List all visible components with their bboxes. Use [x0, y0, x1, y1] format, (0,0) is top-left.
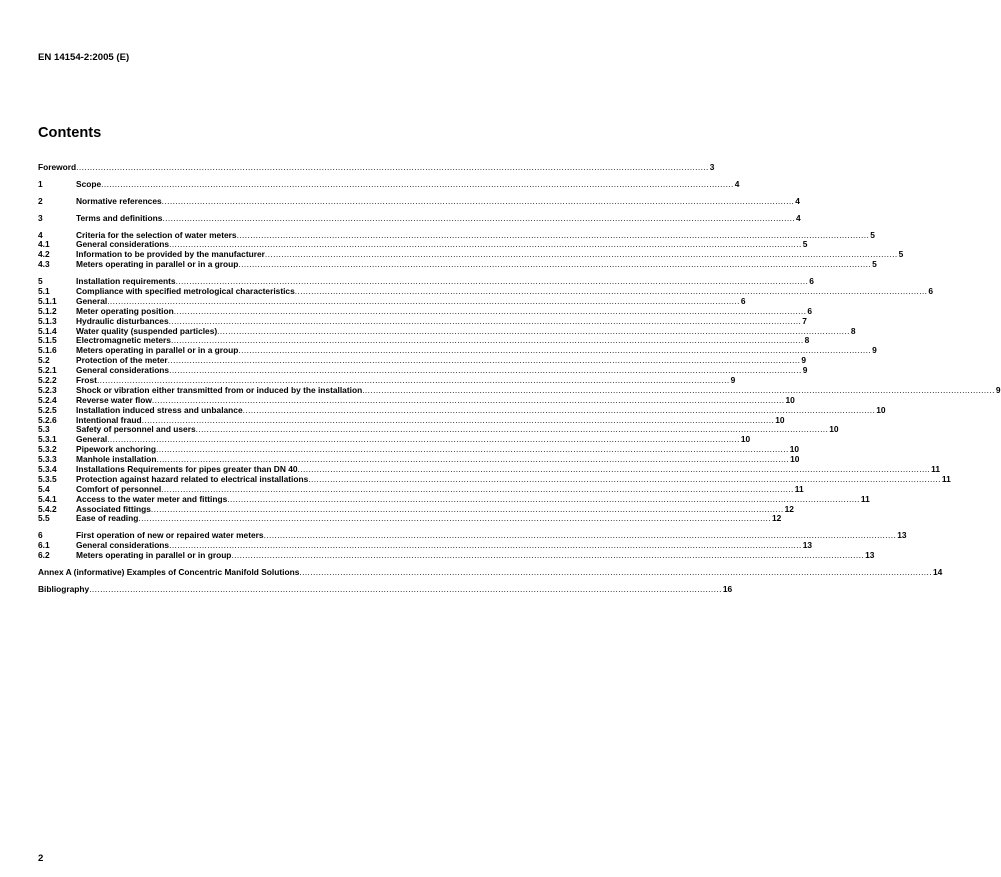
toc-entry-number: 4: [38, 229, 43, 240]
table-of-contents: [38, 161, 1001, 595]
toc-entry-number: 5.2.2: [38, 375, 57, 386]
toc-entry-page: 5: [898, 249, 904, 260]
toc-entry-title: Normative references: [76, 195, 162, 206]
toc-entry-title: Intentional fraud: [76, 414, 142, 425]
toc-entry-page: 12: [772, 513, 782, 524]
toc-entry-number: 6: [38, 530, 43, 541]
toc-entry-number: 5.3.4: [38, 464, 57, 475]
toc-entry-page: 13: [802, 540, 813, 551]
toc-entry-page: 13: [897, 530, 907, 541]
toc-entry-number: 5.1.2: [38, 305, 57, 316]
toc-dot-leader: [162, 197, 795, 207]
toc-entry-page: 10: [829, 424, 839, 435]
toc-entry-title: Water quality (suspended particles): [76, 325, 218, 336]
toc-entry-page: 6: [809, 276, 814, 287]
toc-entry-title: Electromagnetic meters: [76, 335, 171, 346]
toc-entry-title: Access to the water meter and fittings: [76, 493, 228, 504]
toc-entry-title: Information to be provided by the manufacturer: [76, 249, 265, 260]
toc-entry-number: 5.4.2: [38, 503, 57, 514]
toc-entry-title: General considerations: [76, 239, 170, 250]
toc-entry-page: 5: [870, 229, 875, 240]
toc-entry-page: 8: [804, 335, 810, 346]
toc-entry-number: 5.3: [38, 424, 50, 435]
toc-entry-title: Hydraulic disturbances: [76, 315, 169, 326]
toc-dot-leader: [101, 180, 734, 190]
toc-entry-title: Installation induced stress and unbalance: [76, 404, 243, 415]
toc-dot-leader: [238, 260, 871, 270]
toc-entry[interactable]: [38, 513, 782, 525]
toc-entry-page: 13: [865, 550, 875, 561]
toc-entry[interactable]: [38, 259, 877, 270]
toc-entry-number: 3: [38, 212, 43, 223]
toc-entry-number: 5.1.3: [38, 315, 57, 326]
toc-entry-title: Manhole installation: [76, 454, 157, 465]
toc-entry-number: 5.4.1: [38, 493, 57, 504]
toc-entry-title: Meter operating position: [76, 305, 174, 316]
toc-entry-number: 5: [38, 276, 43, 287]
toc-entry-number: 5.1.1: [38, 295, 57, 306]
toc-entry-page: 9: [730, 375, 736, 386]
toc-dot-leader: [231, 551, 864, 561]
toc-entry-page: 6: [807, 305, 813, 316]
toc-entry-title: Meters operating in parallel or in a group: [76, 259, 239, 270]
toc-entry-title: Associated fittings: [76, 503, 151, 514]
toc-entry-title: Bibliography: [38, 583, 90, 594]
toc-entry-page: 3: [709, 161, 715, 172]
toc-entry-title: Pipework anchoring: [76, 444, 157, 455]
toc-entry-number: 5.3.1: [38, 434, 57, 445]
toc-entry-title: Protection of the meter: [76, 355, 168, 366]
toc-entry-title: Safety of personnel and users: [76, 424, 196, 435]
toc-entry-number: 1: [38, 178, 43, 189]
toc-entry-number: 6.2: [38, 550, 50, 561]
toc-entry-title: Installation requirements: [76, 276, 176, 287]
toc-entry[interactable]: [38, 161, 715, 173]
toc-entry-title: Installations Requirements for pipes greater than DN 40: [76, 464, 298, 475]
toc-entry-title: General: [76, 434, 108, 445]
toc-entry-page: 7: [802, 315, 807, 326]
toc-entry-title: General: [76, 295, 108, 306]
toc-entry-title: Reverse water flow: [76, 394, 152, 405]
toc-dot-leader: [76, 163, 709, 173]
toc-entry-page: 4: [734, 178, 740, 189]
toc-entry[interactable]: [38, 583, 733, 595]
toc-entry-page: 14: [933, 567, 943, 578]
toc-entry-number: 5.1: [38, 286, 50, 296]
toc-entry-number: 4.3: [38, 259, 50, 270]
toc-entry-title: Meters operating in parallel or in group: [76, 550, 232, 561]
toc-entry-title: Terms and definitions: [76, 212, 163, 223]
toc-dot-leader: [138, 514, 771, 524]
toc-entry-page: 9: [872, 345, 877, 356]
toc-entry-page: 9: [995, 384, 1001, 395]
toc-entry-title: Compliance with specified metrological characteristics: [76, 286, 295, 296]
toc-entry-title: General considerations: [76, 365, 170, 376]
toc-entry-page: 11: [794, 483, 804, 494]
toc-entry[interactable]: [38, 178, 740, 190]
toc-entry-number: 5.3.3: [38, 454, 57, 465]
toc-entry-page: 10: [790, 454, 800, 465]
document-id: EN 14154-2:2005 (E): [38, 52, 130, 63]
toc-entry-number: 4.2: [38, 249, 50, 260]
toc-entry-title: Ease of reading: [76, 513, 139, 524]
toc-entry-number: 4.1: [38, 239, 50, 250]
toc-entry-number: 5.2.4: [38, 394, 57, 405]
toc-entry-title: Shock or vibration either transmitted from or induced by the installation: [76, 384, 363, 395]
toc-dot-leader: [89, 585, 722, 595]
toc-entry-page: 5: [802, 239, 808, 250]
toc-entry-title: Annex A (informative) Examples of Concentric Manifold Solutions: [38, 567, 300, 578]
toc-entry-title: Comfort of personnel: [76, 483, 162, 494]
page-number: 2: [38, 853, 44, 864]
toc-dot-leader: [299, 568, 932, 578]
toc-entry-page: 5: [872, 259, 877, 270]
toc-entry-number: 5.1.5: [38, 335, 57, 346]
toc-entry-page: 9: [801, 355, 806, 366]
toc-entry-number: 5.3.2: [38, 444, 57, 455]
toc-entry-title: Protection against hazard related to electrical installations: [76, 473, 309, 484]
toc-entry-page: 11: [941, 473, 951, 484]
toc-entry[interactable]: [38, 550, 875, 561]
toc-entry[interactable]: [38, 195, 800, 207]
toc-entry[interactable]: [38, 212, 801, 224]
toc-entry-number: 5.2.3: [38, 384, 57, 395]
toc-entry-title: First operation of new or repaired water meters: [76, 530, 264, 541]
toc-entry-page: 4: [795, 195, 800, 206]
toc-entry-page: 10: [740, 434, 751, 445]
toc-entry-number: 5.1.4: [38, 325, 57, 336]
toc-entry-title: Scope: [76, 178, 102, 189]
toc-entry-number: 5.2.6: [38, 414, 57, 425]
toc-entry-page: 10: [785, 394, 795, 405]
toc-entry-number: 5.2.5: [38, 404, 57, 415]
toc-entry-page: 9: [802, 365, 808, 376]
toc-entry-number: 5.2: [38, 355, 50, 366]
toc-entry-page: 10: [876, 404, 886, 415]
toc-entry-title: Foreword: [38, 161, 77, 172]
toc-dot-leader: [162, 214, 795, 224]
toc-entry-title: General considerations: [76, 540, 170, 551]
toc-entry-page: 11: [931, 464, 941, 475]
toc-entry[interactable]: [38, 567, 943, 578]
toc-entry-page: 11: [860, 493, 870, 504]
toc-entry-number: 5.4: [38, 483, 50, 494]
toc-entry-page: 6: [928, 286, 934, 296]
page-title: Contents: [38, 125, 102, 141]
toc-entry-number: 5.5: [38, 513, 50, 524]
toc-entry-page: 12: [784, 503, 794, 514]
toc-entry-title: Frost: [76, 375, 97, 386]
toc-entry-title: Meters operating in parallel or in a group: [76, 345, 239, 356]
toc-entry-page: 8: [850, 325, 856, 336]
toc-entry-number: 5.1.6: [38, 345, 57, 356]
toc-entry-page: 4: [796, 212, 801, 223]
toc-entry-page: 16: [722, 583, 733, 594]
toc-entry-number: 2: [38, 195, 43, 206]
toc-entry-page: 6: [740, 295, 746, 306]
toc-entry-number: 5.2.1: [38, 365, 57, 376]
toc-entry-page: 10: [775, 414, 785, 425]
toc-entry-page: 10: [789, 444, 800, 455]
toc-entry-title: Criteria for the selection of water meters: [76, 229, 237, 240]
toc-entry-number: 5.3.5: [38, 473, 57, 484]
toc-entry-number: 6.1: [38, 540, 50, 551]
